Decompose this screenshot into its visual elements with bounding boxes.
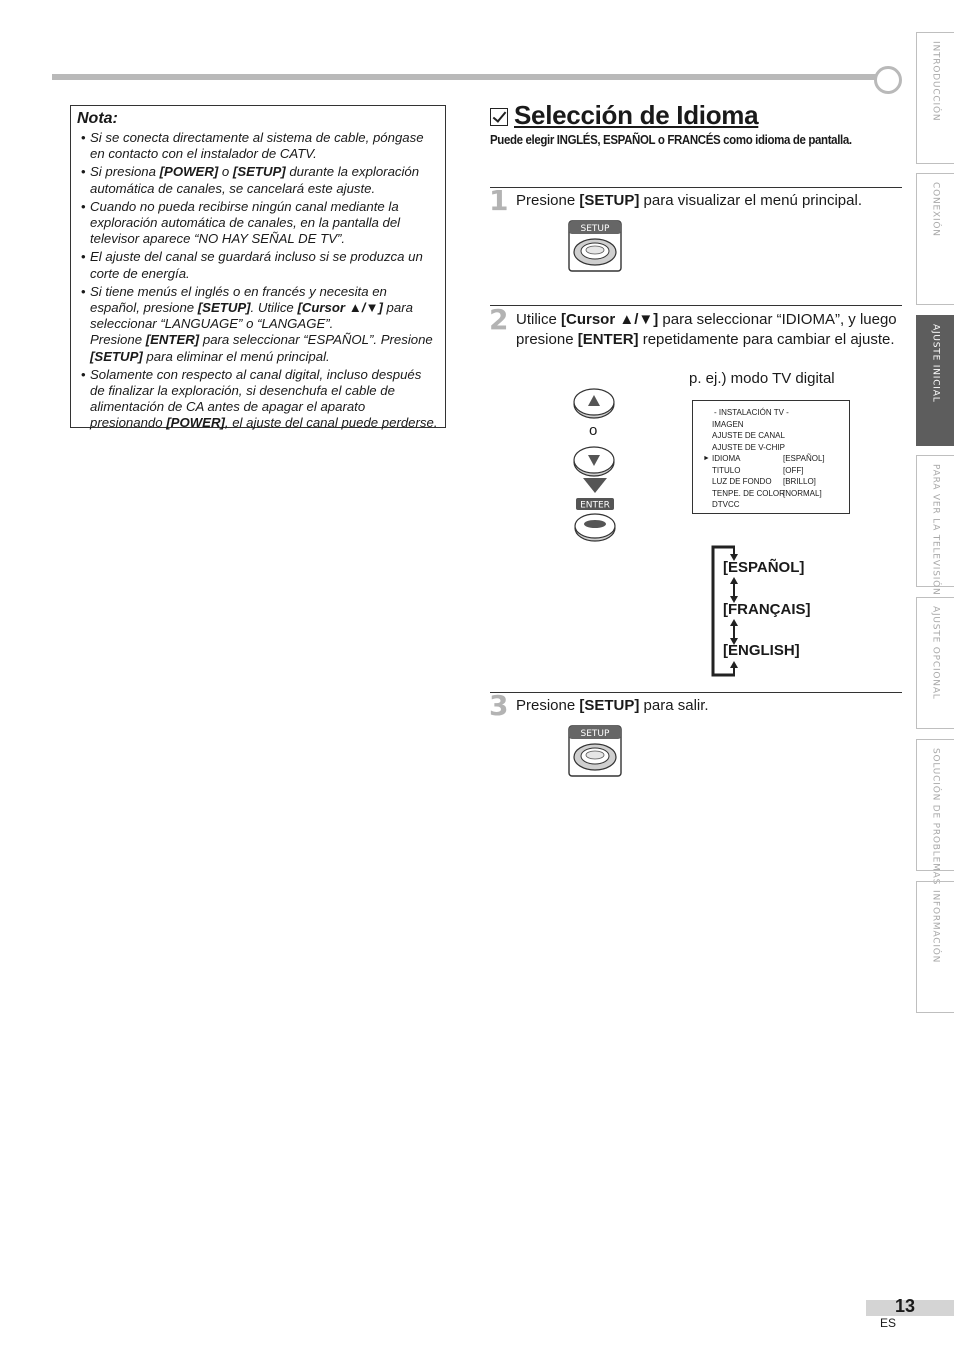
step-2-text: Utilice [Cursor ▲/▼] para seleccionar “IDIOMA”, y luego presione [ENTER] repetidamente para cambiar el ajuste.	[516, 311, 897, 348]
note-item: • Si tiene menús el inglés o en francés y necesita en español, presione [SETUP]. Utilice [Cursor ▲/▼] para seleccionar “LANGUAGE” o “LANGAGE”. Presione [ENTER] para seleccionar “ESPAÑOL”. Presione [SETUP] para eliminar el menú principal.	[77, 284, 439, 365]
cursor-up-button[interactable]	[572, 386, 616, 425]
side-tab-ajuste-inicial[interactable]: AJUSTE INICIAL	[916, 315, 954, 446]
step-divider	[490, 305, 902, 306]
osd-menu-item: DTVCC	[712, 500, 740, 509]
pointer-icon: ►	[703, 455, 710, 462]
osd-menu-item: IMAGEN	[712, 419, 744, 429]
language-option-francais: [FRANÇAIS]	[723, 601, 811, 618]
osd-menu	[692, 400, 850, 514]
note-item: • Si presiona [POWER] o [SETUP] durante la exploración automática de canales, se cancelará este ajuste.	[77, 164, 439, 196]
side-tab-ajuste-opcional[interactable]: AJUSTE OPCIONAL	[916, 597, 954, 729]
section-subtitle: Puede elegir INGLÉS, ESPAÑOL o FRANCÉS como idioma de pantalla.	[490, 133, 852, 147]
page-number: 13	[895, 1296, 916, 1316]
step-number: 1	[489, 184, 509, 217]
step-1-text: Presione [SETUP] para visualizar el menú principal.	[516, 192, 862, 209]
or-label: o	[589, 422, 598, 439]
svg-text:SETUP: SETUP	[580, 729, 610, 739]
note-title: Nota:	[77, 110, 118, 127]
checkbox-icon	[490, 108, 508, 126]
osd-menu-item: LUZ DE FONDO [BRILLO]	[712, 477, 816, 486]
section-heading	[490, 100, 910, 131]
svg-text:SETUP: SETUP	[580, 224, 610, 234]
osd-menu-item: AJUSTE DE CANAL	[712, 431, 785, 440]
osd-menu-item: TITULO [OFF]	[712, 465, 804, 475]
top-rule-circle	[874, 66, 902, 94]
step-3-text: Presione [SETUP] para salir.	[516, 697, 709, 714]
step-number: 3	[489, 689, 509, 722]
language-option-english: [ENGLISH]	[723, 642, 800, 659]
step-number: 2	[489, 303, 509, 336]
enter-button[interactable]	[574, 496, 616, 549]
osd-menu-item-selected: ► IDIOMA [ESPAÑOL]	[703, 454, 825, 463]
page-language-code: ES	[880, 1316, 897, 1330]
step-divider	[490, 187, 902, 188]
setup-button[interactable]	[568, 725, 622, 782]
side-tab-introduccion[interactable]: INTRODUCCIÓN	[916, 32, 954, 164]
setup-button[interactable]	[568, 220, 622, 277]
osd-title-row: - INSTALACIÓN TV -	[714, 408, 789, 417]
language-option-espanol: [ESPAÑOL]	[723, 559, 805, 576]
osd-menu-item: AJUSTE DE V-CHIP	[712, 442, 785, 452]
note-item: • Si se conecta directamente al sistema de cable, póngase en contacto con el instalador de CATV.	[77, 130, 439, 162]
side-tab-conexion[interactable]: CONEXIÓN	[916, 173, 954, 305]
example-label: p. ej.) modo TV digital	[689, 370, 835, 387]
note-item: • Cuando no pueda recibirse ningún canal mediante la exploración automática de canales, en la pantalla del televisor aparece “NO HAY SEÑAL DE TV”.	[77, 199, 439, 248]
svg-text:ENTER: ENTER	[580, 500, 610, 511]
osd-menu-item: TENPE. DE COLOR [NORMAL]	[712, 488, 822, 498]
side-tab-informacion[interactable]: INFORMACIÓN	[916, 881, 954, 1013]
note-box	[70, 105, 446, 431]
note-list	[77, 130, 439, 432]
step-divider	[490, 692, 902, 693]
page-title: Selección de Idioma	[514, 100, 759, 130]
note-item: • Solamente con respecto al canal digital, incluso después de finalizar la exploración, si desenchufa el cable de alimentación de CA antes de apagar el aparato presionando [POWER], el ajuste del canal puede perderse.	[77, 367, 439, 432]
note-item: • El ajuste del canal se guardará incluso si se produzca un corte de energía.	[77, 249, 439, 281]
side-tab-para-ver-la-television[interactable]: PARA VER LA TELEVISIÓN	[916, 455, 954, 587]
side-tab-solucion-de-problemas[interactable]: SOLUCIÓN DE PROBLEMAS	[916, 739, 954, 871]
top-rule	[52, 74, 880, 80]
